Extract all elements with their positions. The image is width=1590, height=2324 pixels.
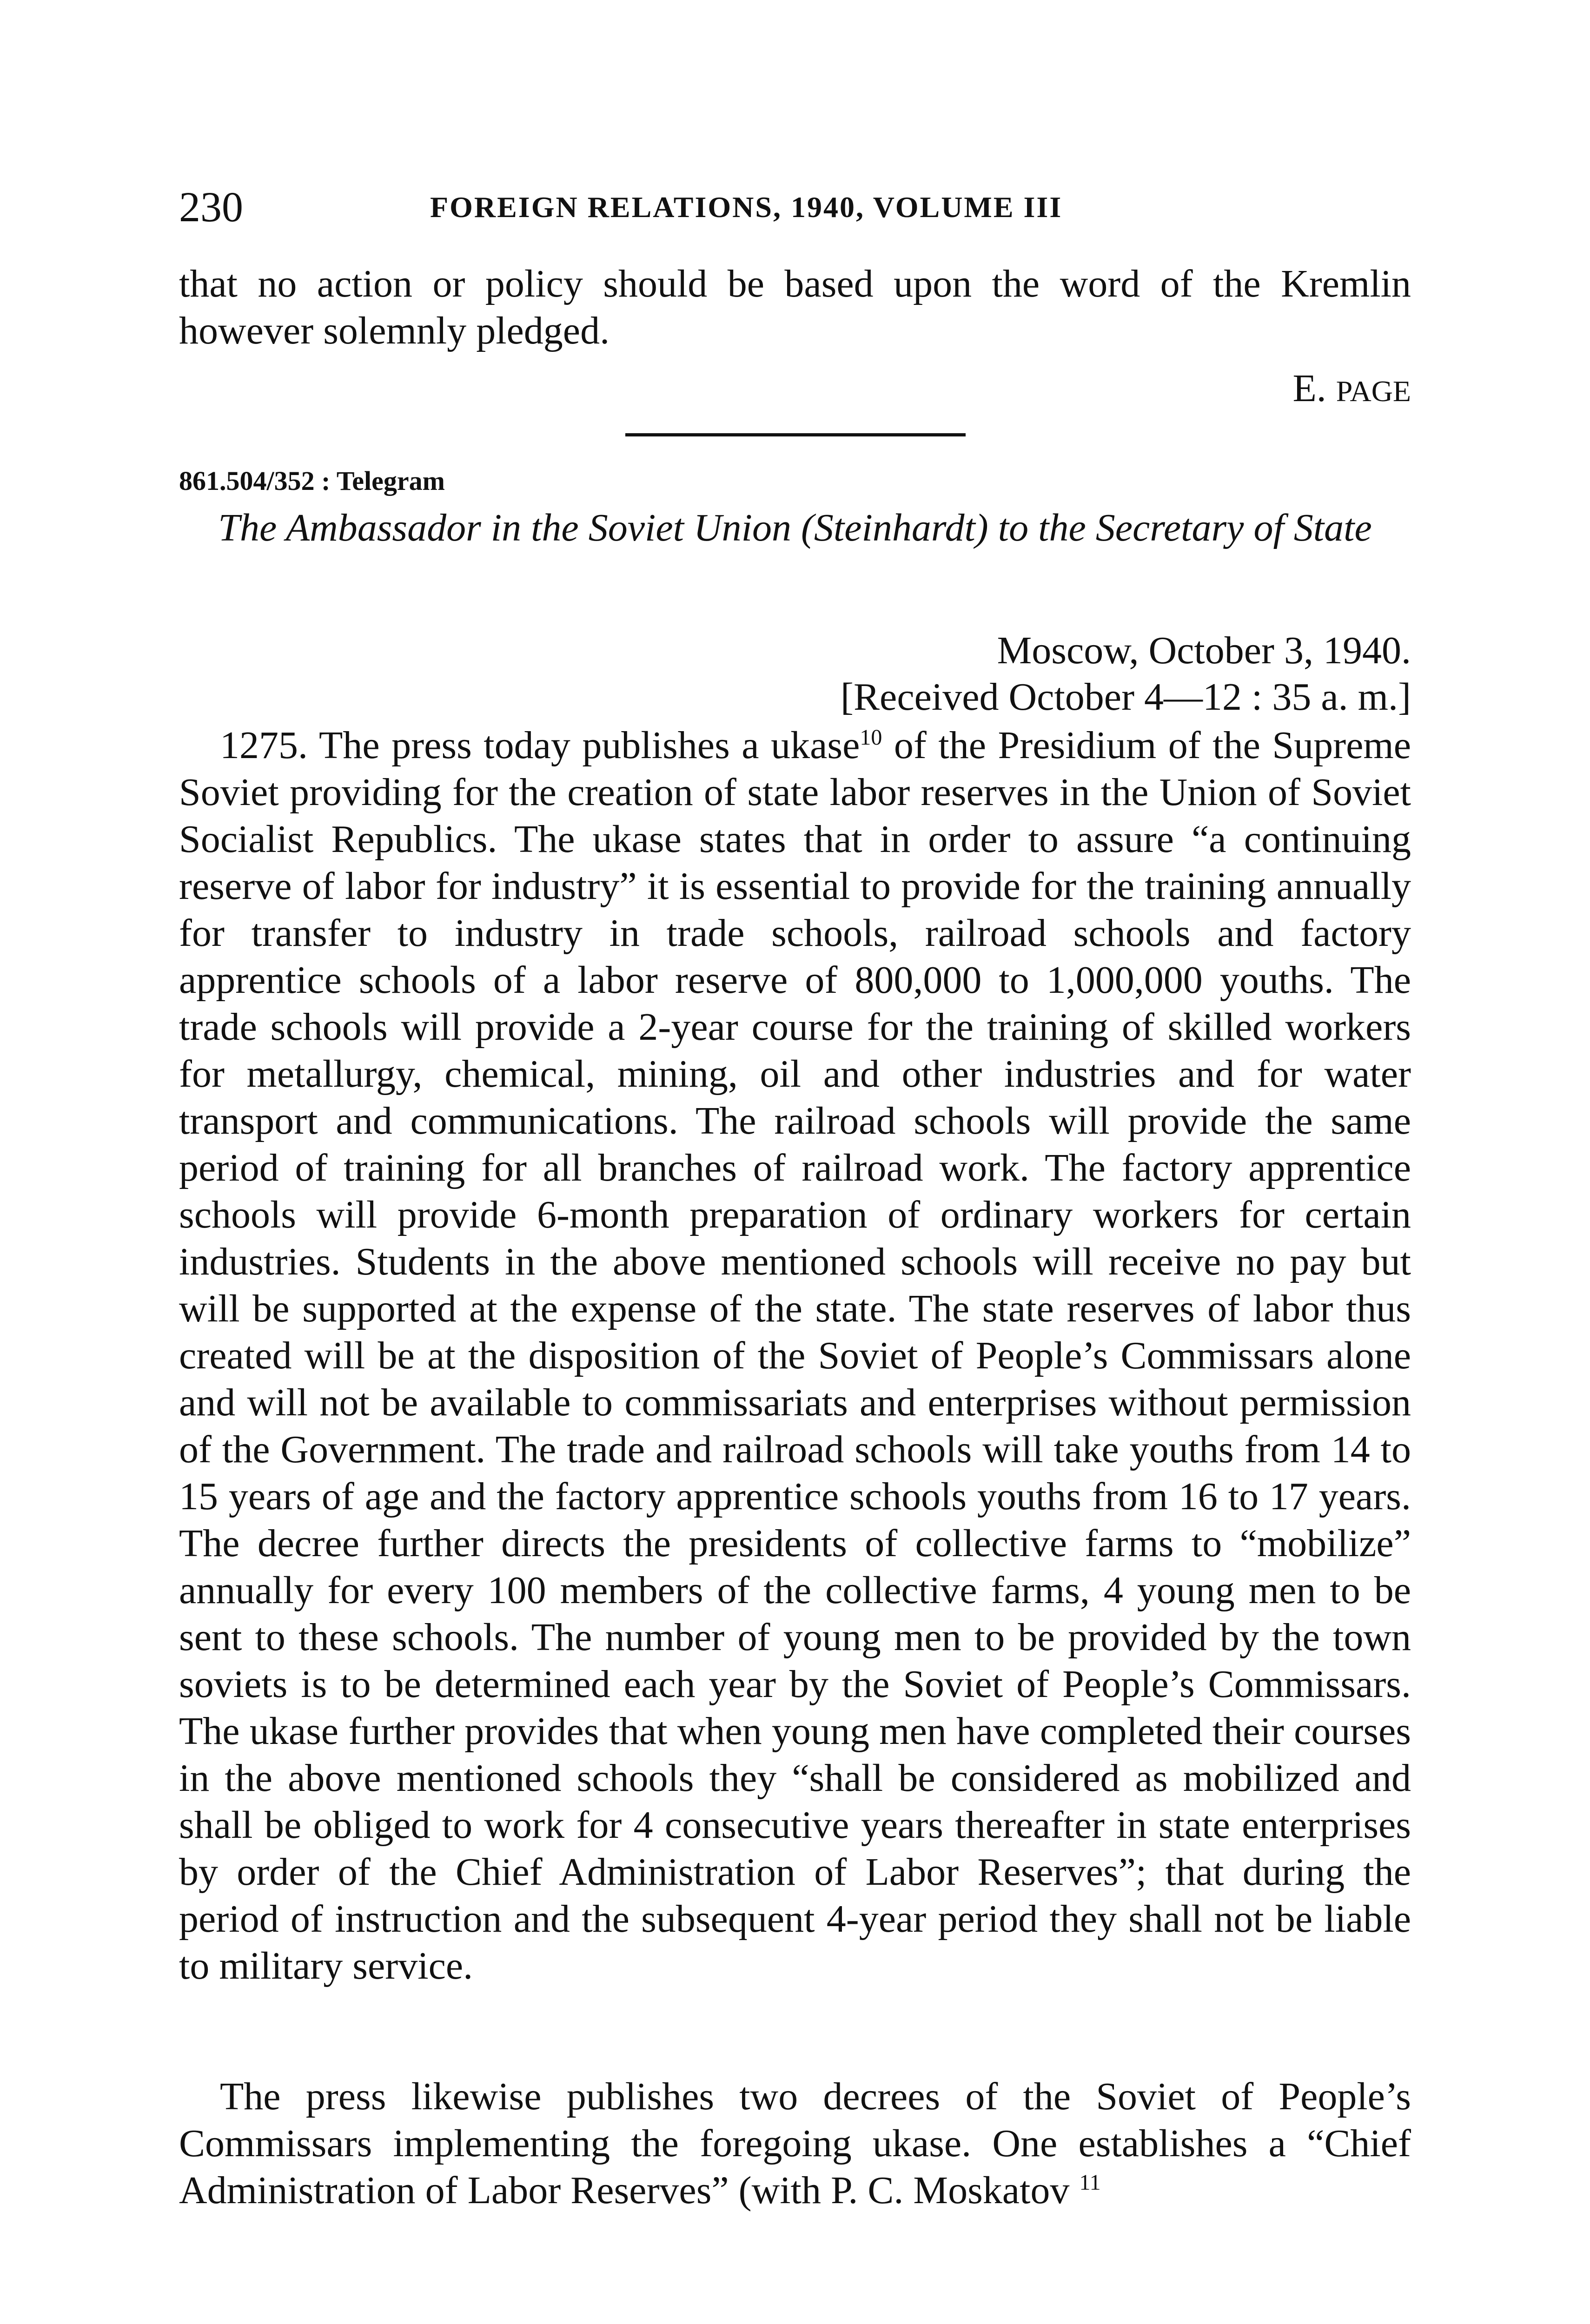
telegram-paragraph-2 [179,2073,1411,2214]
received-line: [Received October 4—12 : 35 a. m.] [841,675,1411,719]
section-divider [625,433,966,436]
paragraph-1-body: of the Presidium of the Supreme Soviet providing for the creation of state labor reserves in the Union of Soviet Socialist Republics. The ukase states that in order to assure “a continuing reserve of labor for industry” it is essential to provide for the training annually for transfer to industry in trade schools, railroad schools and factory apprentice schools of a labor reserve of 800,000 to 1,000,000 youths. The trade schools will provide a 2-year course for the training of skilled workers for metallurgy, chemical, mining, oil and other industries and for water transport and communications. The railroad schools will provide the same period of training for all branches of railroad work. The factory apprentice schools will provide 6-month preparation of ordinary workers for certain industries. Students in the above mentioned schools will receive no pay but will be supported at the expense of the state. The state reserves of labor thus created will be at the disposition of the Soviet of People’s Commissars alone and will not be available to commissariats and enterprises without permission of the Government. The trade and railroad schools will take youths from 14 to 15 years of age and the factory apprentice schools youths from 16 to 17 years. The decree further directs the presidents of collective farms to “mobilize” annually for every 100 members of the collective farms, 4 young men to be sent to these schools. The number of young men to be provided by the town soviets is to be determined each year by the Soviet of People’s Commissars. The ukase further provides that when young men have completed their courses in the above mentioned schools they “shall be considered as mobilized and shall be obliged to work for 4 consecutive years thereafter in state enterprises by order of the Chief Administration of Labor Reserves”; that during the period of instruction and the subsequent 4-year period they shall not be liable to military service. [179,724,1411,1987]
footnote-ref-11[interactable]: 11 [1079,2170,1101,2195]
paragraph-1-lead: 1275. The press today publishes a ukase [220,724,860,767]
page-number: 230 [179,183,243,231]
telegram-paragraph-1 [179,722,1411,1989]
signature-initial: E. [1292,367,1326,410]
signature [1292,365,1411,415]
page-header [179,181,1411,232]
running-head: FOREIGN RELATIONS, 1940, VOLUME III [430,191,1063,224]
dateline: Moscow, October 3, 1940. [997,629,1411,672]
paragraph-2-body: The press likewise publishes two decrees of the Soviet of People’s Commissars implementing the foregoing ukase. One establishes a “Chief Administration of Labor Reserves” (with P. C. Moskatov [179,2075,1411,2212]
footnote-ref-10[interactable]: 10 [860,725,882,750]
document-title: The Ambassador in the Soviet Union (Steinhardt) to the Secretary of State [218,506,1372,549]
dateline-block [841,627,1411,720]
file-number: 861.504/352 : Telegram [179,466,445,496]
signature-surname: PAGE [1336,375,1411,408]
carry-over-paragraph: that no action or policy should be based upon the word of the Kremlin however solemnly pledged. [179,262,1411,352]
